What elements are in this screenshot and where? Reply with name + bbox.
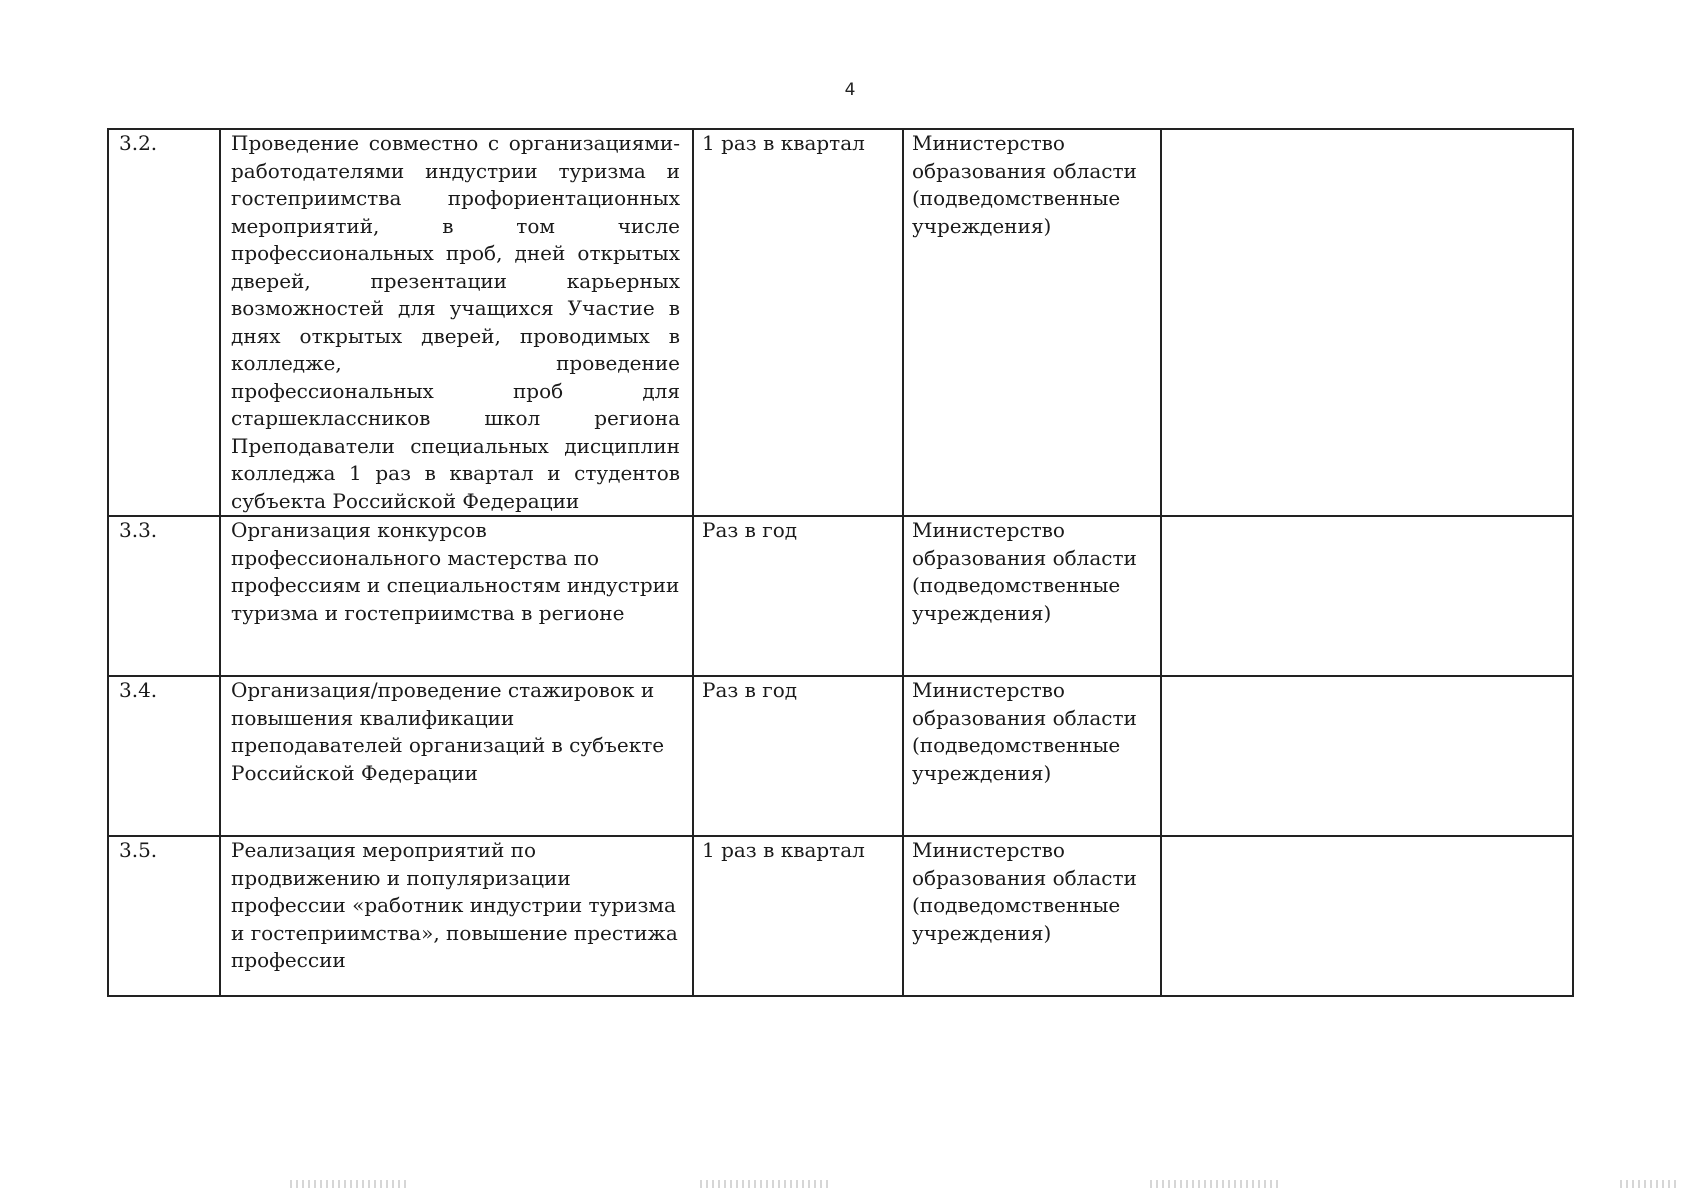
scan-artifact — [1620, 1180, 1680, 1188]
responsible-party: Министерство образования области (подведомственные учреждения) — [903, 129, 1161, 516]
table-row — [108, 129, 1573, 516]
activity-period: Раз в год — [693, 676, 903, 836]
notes-cell — [1161, 516, 1573, 676]
activity-description: Реализация мероприятий по продвижению и популяризации профессии «работник индустрии туризма и гостеприимства», повышение престижа профессии — [220, 836, 693, 996]
responsible-party: Министерство образования области (подведомственные учреждения) — [903, 676, 1161, 836]
activity-plan-table — [107, 128, 1574, 997]
activity-description: Проведение совместно с организациями-работодателями индустрии туризма и гостеприимства профориентационных мероприятий, в том числе профессиональных проб, дней открытых дверей, презентации карьерных возможностей для учащихся Участие в днях открытых дверей, проводимых в колледже, проведение профессиональных проб для старшеклассников школ региона Преподаватели специальных дисциплин колледжа 1 раз в квартал и студентов субъекта Российской Федерации — [220, 129, 693, 516]
table-row — [108, 676, 1573, 836]
page-number: 4 — [844, 80, 856, 100]
item-number: 3.5. — [108, 836, 220, 996]
table-row — [108, 516, 1573, 676]
activity-period: 1 раз в квартал — [693, 129, 903, 516]
table-row — [108, 836, 1573, 996]
scan-artifact — [290, 1180, 410, 1188]
activity-description: Организация конкурсов профессионального мастерства по профессиям и специальностям индустрии туризма и гостеприимства в регионе — [220, 516, 693, 676]
item-number: 3.4. — [108, 676, 220, 836]
scan-artifact — [1150, 1180, 1280, 1188]
responsible-party: Министерство образования области (подведомственные учреждения) — [903, 516, 1161, 676]
item-number: 3.2. — [108, 129, 220, 516]
activity-description: Организация/проведение стажировок и повышения квалификации преподавателей организаций в субъекте Российской Федерации — [220, 676, 693, 836]
activity-period: Раз в год — [693, 516, 903, 676]
notes-cell — [1161, 836, 1573, 996]
responsible-party: Министерство образования области (подведомственные учреждения) — [903, 836, 1161, 996]
scan-artifact — [700, 1180, 830, 1188]
notes-cell — [1161, 129, 1573, 516]
item-number: 3.3. — [108, 516, 220, 676]
activity-period: 1 раз в квартал — [693, 836, 903, 996]
notes-cell — [1161, 676, 1573, 836]
